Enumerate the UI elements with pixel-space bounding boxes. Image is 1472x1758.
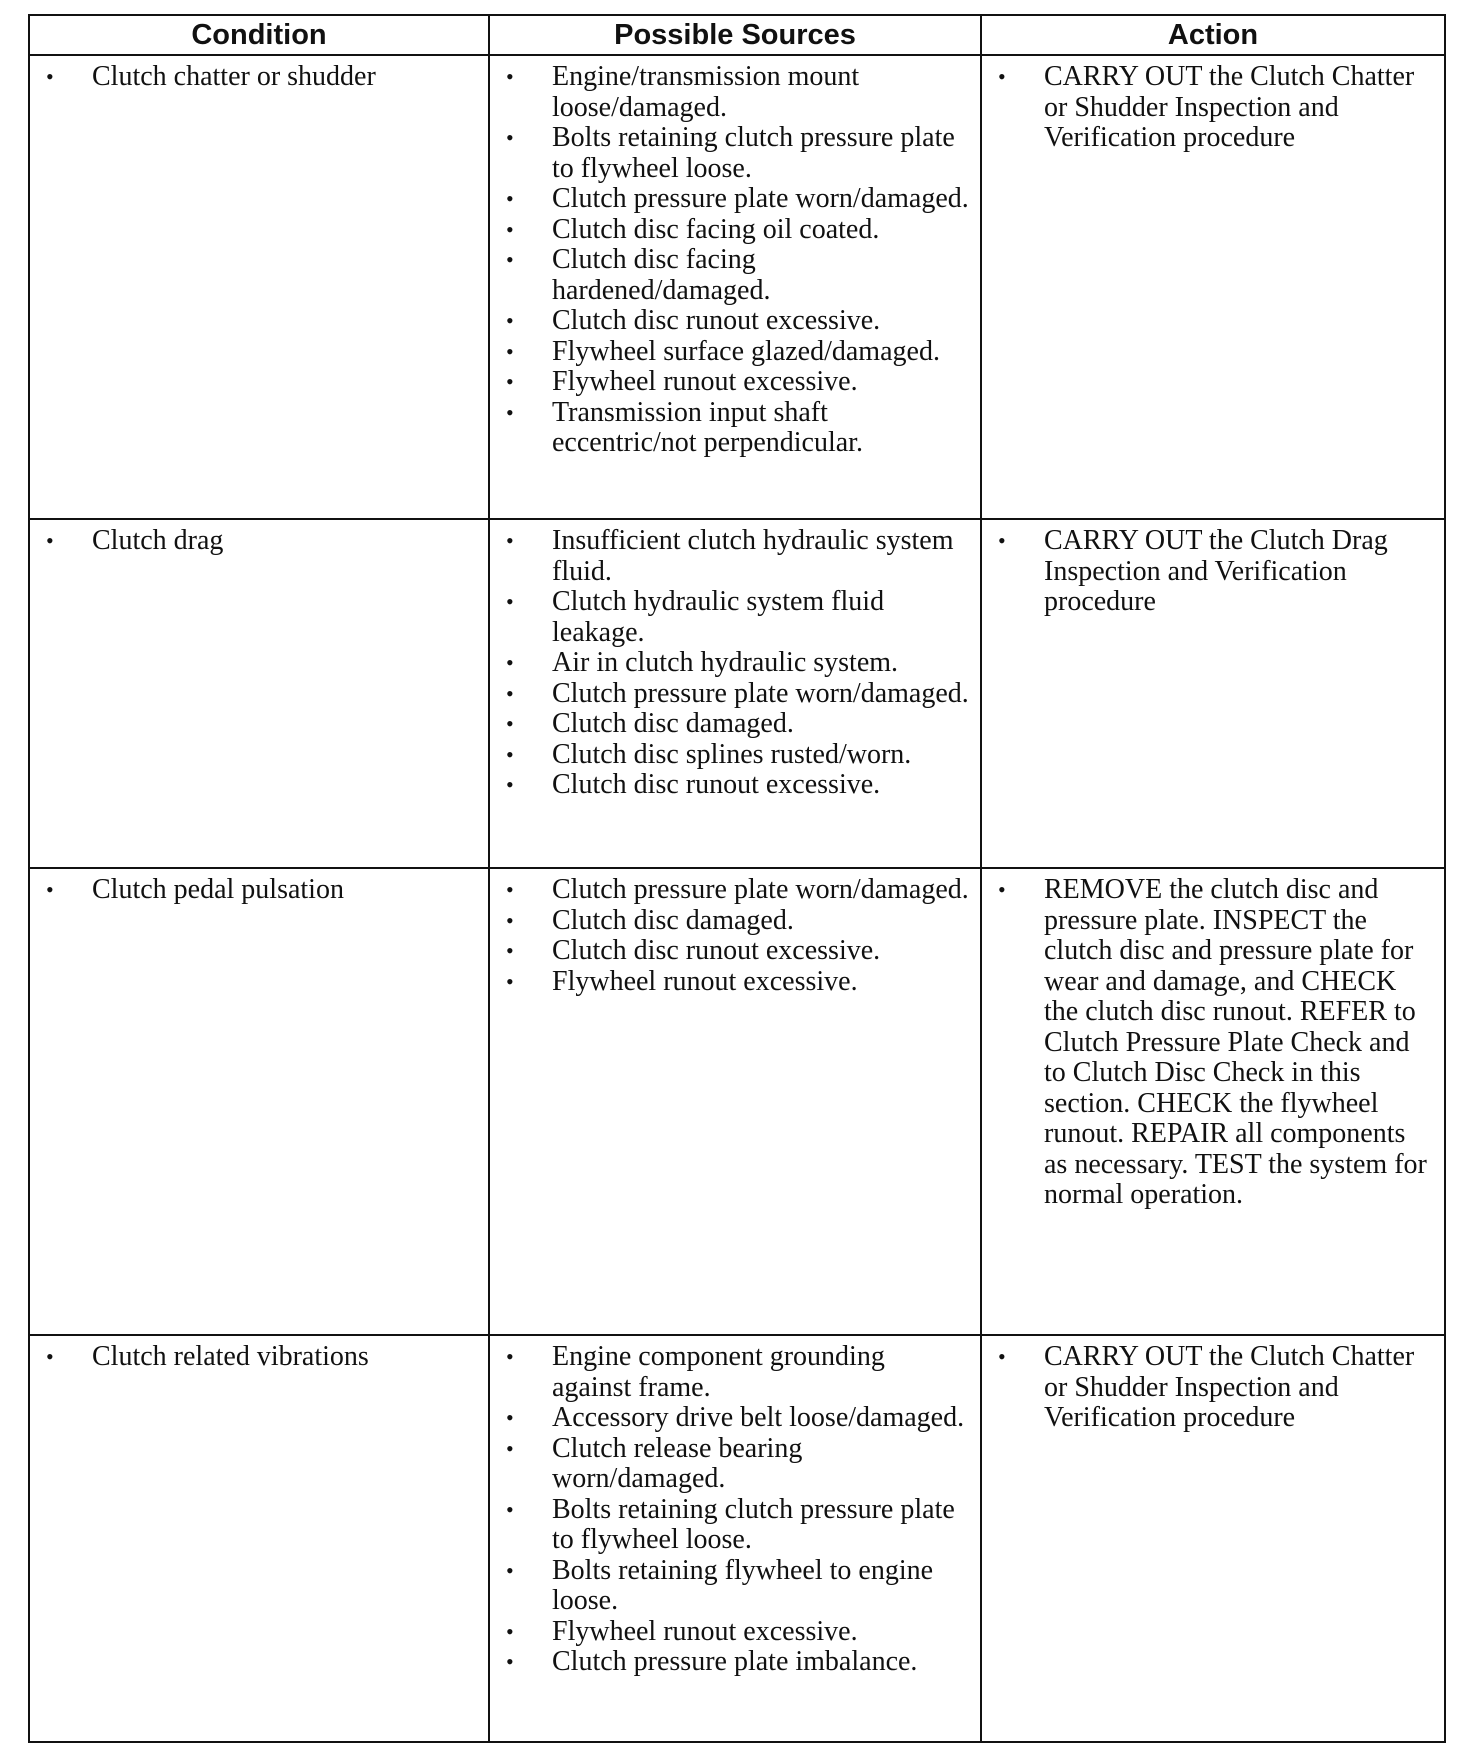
- bullet-icon: •: [506, 877, 514, 902]
- header-action: Action: [981, 15, 1445, 55]
- source-item: • Clutch pressure plate worn/damaged.: [506, 874, 969, 905]
- bullet-icon: •: [998, 877, 1006, 902]
- bullet-icon: •: [506, 968, 514, 994]
- source-item: • Transmission input shaft eccentric/not perpendicular.: [506, 396, 863, 458]
- source-item: • Insufficient clutch hydraulic system fluid.: [506, 525, 954, 587]
- bullet-icon: •: [506, 650, 514, 675]
- source-item: • Clutch disc runout excessive.: [506, 305, 881, 336]
- source-item: • Clutch disc facing oil coated.: [506, 213, 880, 245]
- bullet-icon: •: [506, 528, 514, 553]
- source-item: • Air in clutch hydraulic system.: [506, 647, 899, 678]
- source-item: • Clutch disc facing hardened/damaged.: [506, 244, 771, 306]
- condition-cell: [29, 55, 489, 519]
- bullet-icon: •: [506, 186, 514, 211]
- header-condition: Condition: [29, 15, 489, 55]
- bullet-icon: •: [506, 216, 514, 242]
- action-cell: [981, 1335, 1445, 1742]
- condition-item: • Clutch chatter or shudder: [46, 61, 376, 92]
- bullet-icon: •: [506, 369, 514, 394]
- bullet-icon: •: [506, 1618, 514, 1644]
- bullet-icon: •: [506, 907, 514, 933]
- action-item: • CARRY OUT the Clutch Chatter or Shudder Inspection and Verification procedure: [998, 1341, 1415, 1433]
- condition-cell: [29, 519, 489, 868]
- sources-cell: [489, 519, 981, 868]
- bullet-icon: •: [46, 1344, 54, 1369]
- table-row: [29, 868, 1445, 1335]
- action-cell: [981, 55, 1445, 519]
- bullet-icon: •: [998, 1344, 1006, 1369]
- sources-cell: [489, 55, 981, 519]
- header-possible-sources: Possible Sources: [489, 15, 981, 55]
- bullet-icon: •: [506, 772, 514, 797]
- condition-item: • Clutch related vibrations: [46, 1341, 369, 1372]
- bullet-icon: •: [506, 1344, 514, 1369]
- bullet-icon: •: [506, 680, 514, 706]
- source-item: • Clutch pressure plate worn/damaged.: [506, 677, 969, 709]
- source-item: • Bolts retaining clutch pressure plate to flywheel loose.: [506, 122, 955, 184]
- bullet-icon: •: [506, 1405, 514, 1430]
- source-item: • Bolts retaining flywheel to engine loose.: [506, 1554, 934, 1616]
- action-item: • CARRY OUT the Clutch Drag Inspection and Verification procedure: [998, 525, 1388, 617]
- bullet-icon: •: [506, 1435, 514, 1461]
- sources-cell: [489, 1335, 981, 1742]
- source-item: • Flywheel runout excessive.: [506, 1615, 858, 1647]
- bullet-icon: •: [46, 528, 54, 553]
- bullet-icon: •: [506, 399, 514, 425]
- action-cell: [981, 868, 1445, 1335]
- condition-cell: [29, 1335, 489, 1742]
- source-item: • Clutch pressure plate imbalance.: [506, 1646, 918, 1677]
- bullet-icon: •: [506, 1649, 514, 1674]
- bullet-icon: •: [506, 125, 514, 150]
- bullet-icon: •: [506, 338, 514, 364]
- source-item: • Clutch pressure plate worn/damaged.: [506, 183, 969, 214]
- diagnosis-table: [28, 14, 1446, 1743]
- bullet-icon: •: [506, 308, 514, 333]
- table-row: [29, 519, 1445, 868]
- bullet-icon: •: [506, 1496, 514, 1522]
- bullet-icon: •: [46, 64, 54, 89]
- bullet-icon: •: [506, 247, 514, 272]
- source-item: • Engine/transmission mount loose/damaged.: [506, 61, 860, 123]
- bullet-icon: •: [506, 589, 514, 614]
- bullet-icon: •: [998, 528, 1006, 553]
- source-item: • Flywheel surface glazed/damaged.: [506, 335, 940, 367]
- source-item: • Accessory drive belt loose/damaged.: [506, 1402, 965, 1433]
- table-row: [29, 1335, 1445, 1742]
- condition-item: • Clutch drag: [46, 525, 224, 556]
- source-item: • Flywheel runout excessive.: [506, 965, 858, 997]
- condition-item: • Clutch pedal pulsation: [46, 874, 344, 905]
- bullet-icon: •: [506, 741, 514, 767]
- source-item: • Clutch release bearing worn/damaged.: [506, 1432, 803, 1494]
- bullet-icon: •: [506, 64, 514, 89]
- sources-cell: [489, 868, 981, 1335]
- source-item: • Clutch disc damaged.: [506, 708, 794, 739]
- bullet-icon: •: [506, 711, 514, 736]
- table-row: [29, 55, 1445, 519]
- condition-cell: [29, 868, 489, 1335]
- header-row: [29, 15, 1445, 55]
- bullet-icon: •: [46, 877, 54, 902]
- source-item: • Flywheel runout excessive.: [506, 366, 858, 397]
- diagnosis-table-container: [28, 14, 1444, 1743]
- source-item: • Clutch disc damaged.: [506, 904, 794, 936]
- source-item: • Clutch disc splines rusted/worn.: [506, 738, 912, 770]
- source-item: • Clutch disc runout excessive.: [506, 935, 881, 966]
- source-item: • Engine component grounding against frame.: [506, 1341, 885, 1403]
- source-item: • Clutch hydraulic system fluid leakage.: [506, 586, 885, 648]
- action-cell: [981, 519, 1445, 868]
- action-item: • CARRY OUT the Clutch Chatter or Shudder Inspection and Verification procedure: [998, 61, 1415, 153]
- action-item: • REMOVE the clutch disc and pressure plate. INSPECT the clutch disc and pressure plate for wear and damage, and CHECK the clutch disc runout. REFER to Clutch Pressure Plate Check and to Clutch Disc Check in this section. CHECK the flywheel runout. REPAIR all components as necessary. TEST the system for normal operation.: [998, 874, 1427, 1210]
- bullet-icon: •: [998, 64, 1006, 89]
- bullet-icon: •: [506, 938, 514, 963]
- bullet-icon: •: [506, 1557, 514, 1583]
- source-item: • Clutch disc runout excessive.: [506, 769, 881, 800]
- source-item: • Bolts retaining clutch pressure plate to flywheel loose.: [506, 1493, 955, 1555]
